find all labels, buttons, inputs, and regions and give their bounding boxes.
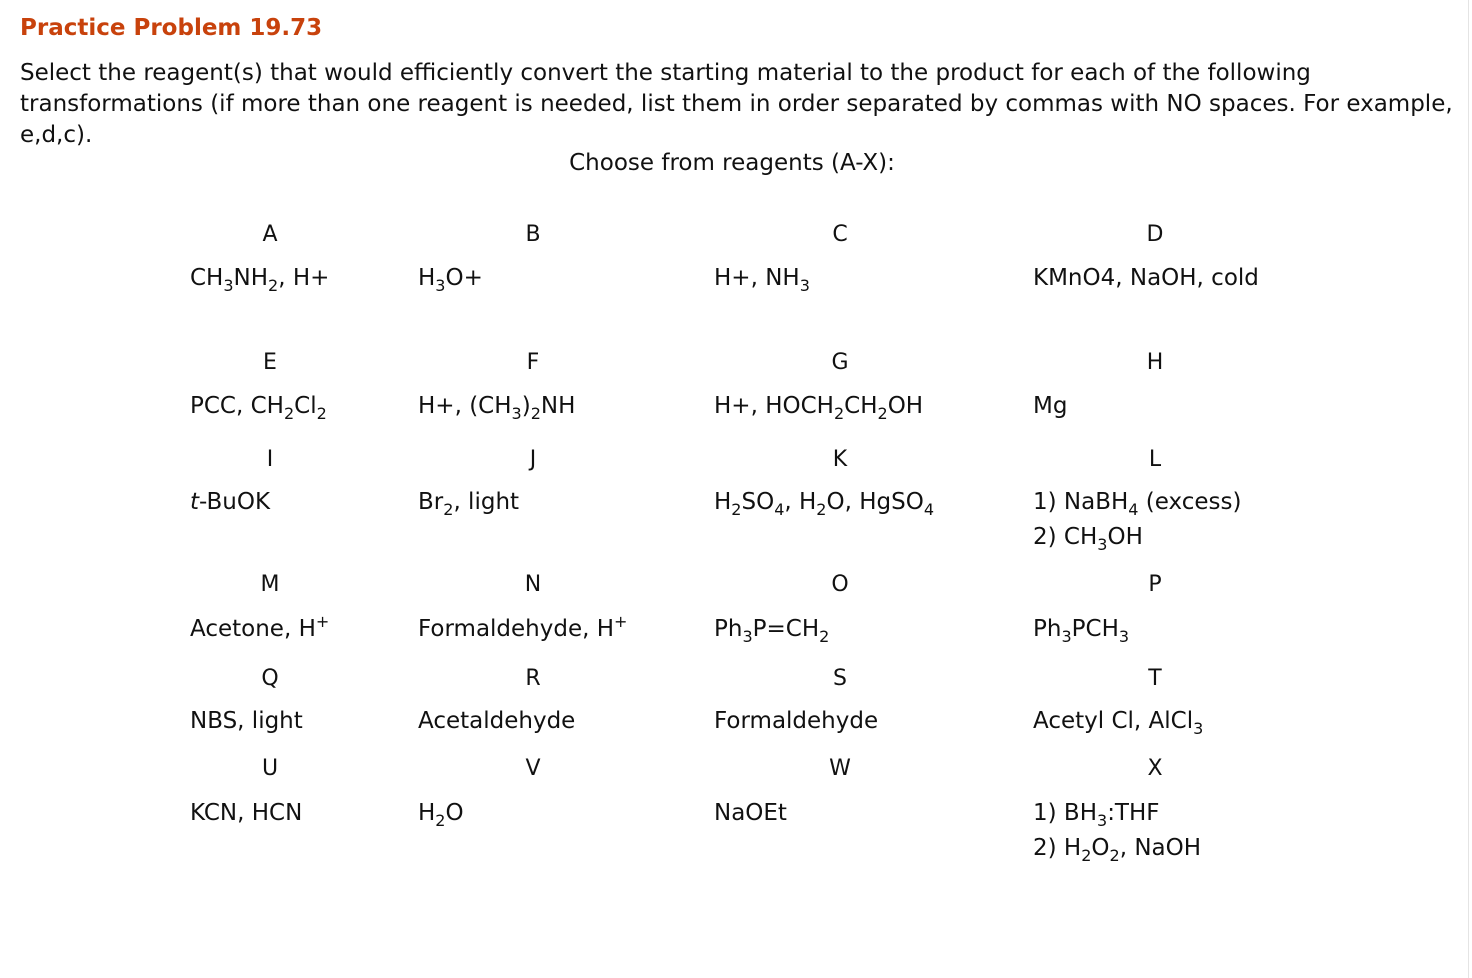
reagent-letter-r: R (525, 666, 541, 691)
reagent-e: PCC, $CH_2Cl_2$ (190, 393, 327, 423)
reagent-letter-g: G (831, 350, 849, 375)
reagent-l: 1) NaBH$_4$ (excess) 2) $CH_3OH$ (1033, 489, 1242, 554)
reagent-o: $Ph_3P=CH_2$ (714, 616, 830, 646)
reagent-letter-t: T (1148, 666, 1162, 691)
problem-instructions: Select the reagent(s) that would efficiently convert the starting material to the product for each of the following transformations (if more than one reagent is needed, list them in order separated by commas with NO spaces. For example, e,d,c). (20, 60, 1453, 148)
reagent-letter-e: E (263, 350, 277, 375)
reagent-letter-h: H (1146, 350, 1164, 375)
reagent-k: $H_2SO_4$, $H_2O$, HgSO$_4$ (714, 489, 934, 519)
reagent-letter-i: I (266, 447, 274, 472)
reagent-d: KMnO4, NaOH, cold (1033, 265, 1259, 291)
reagent-letter-v: V (525, 756, 541, 781)
reagent-i: t-BuOK (190, 489, 271, 515)
reagent-letter-s: S (833, 666, 847, 691)
reagent-letter-u: U (261, 756, 279, 781)
reagent-t: Acetyl Cl, AlCl$_3$ (1033, 708, 1204, 738)
reagent-letter-j: J (529, 447, 537, 472)
reagent-letter-c: C (832, 222, 848, 247)
reagent-c: H+, $NH_3$ (714, 265, 810, 295)
reagent-j: $Br_2$, light (418, 489, 520, 519)
reagent-b: $H_3O+$ (418, 265, 483, 295)
reagent-letter-n: N (524, 572, 542, 597)
page-right-border (1468, 0, 1469, 978)
reagent-h: Mg (1033, 393, 1068, 419)
reagent-letter-o: O (831, 572, 849, 597)
reagent-letter-b: B (525, 222, 541, 247)
reagent-letter-d: D (1146, 222, 1164, 247)
problem-title: Practice Problem 19.73 (20, 15, 323, 41)
reagent-letter-p: P (1148, 572, 1162, 597)
reagent-letter-a: A (262, 222, 278, 247)
reagent-x: 1) $BH_3:THF$ 2) $H_2O_2$, NaOH (1033, 800, 1202, 865)
reagent-g: H+, $HOCH_2CH_2OH$ (714, 393, 924, 423)
reagent-letter-l: L (1148, 447, 1162, 472)
reagent-m: Acetone, H+ (190, 612, 330, 642)
reagent-letter-f: F (526, 350, 540, 375)
reagent-a: $CH_3NH_2$, H+ (190, 265, 330, 295)
reagent-r: Acetaldehyde (418, 708, 576, 734)
reagent-w: NaOEt (714, 800, 787, 826)
reagent-v: $H_2O$ (418, 800, 464, 830)
reagent-letter-w: W (829, 756, 851, 781)
reagent-s: Formaldehyde (714, 708, 879, 734)
reagent-letter-x: X (1147, 756, 1163, 781)
reagent-letter-q: Q (261, 666, 279, 691)
reagent-q: NBS, light (190, 708, 303, 734)
reagent-u: KCN, HCN (190, 800, 303, 826)
reagent-p: $Ph_3PCH_3$ (1033, 616, 1130, 646)
reagent-letter-m: M (260, 572, 280, 597)
reagent-f: H+, $(CH_3)_2NH$ (418, 393, 576, 423)
reagent-letter-k: K (832, 447, 848, 472)
choose-reagents-heading: Choose from reagents (A-X): (569, 150, 895, 176)
reagent-n: Formaldehyde, H+ (418, 612, 628, 642)
